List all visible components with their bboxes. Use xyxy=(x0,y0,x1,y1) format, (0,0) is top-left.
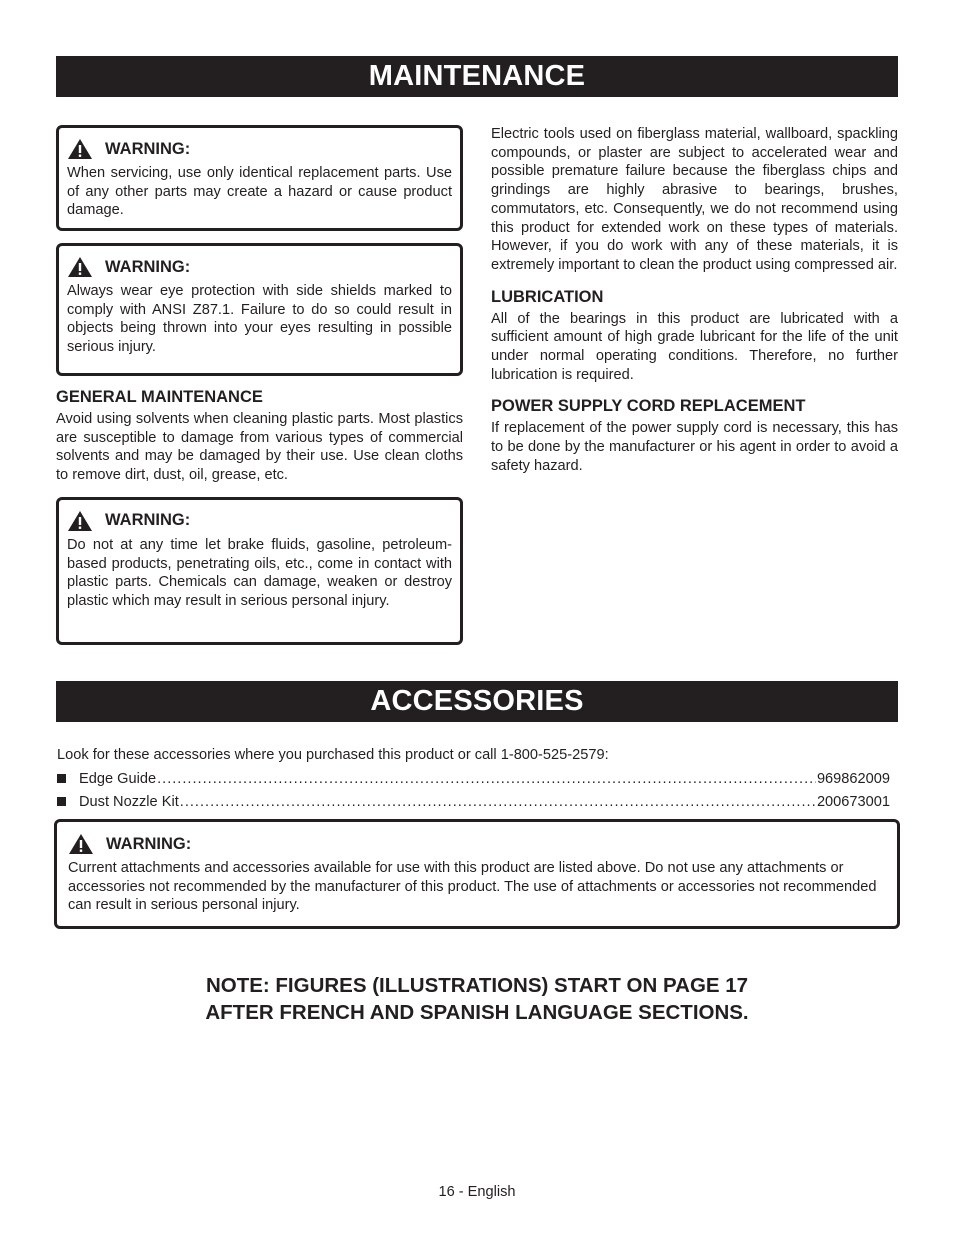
list-item xyxy=(57,771,890,794)
note-line-2: AFTER FRENCH AND SPANISH LANGUAGE SECTIONS. xyxy=(205,1001,749,1024)
lubrication-text: All of the bearings in this product are lubricated with a sufficient amount of high grade lubricant for the life of the unit under normal operating conditions. Therefore, no further lubrication is required. xyxy=(491,310,898,383)
lubrication-heading: LUBRICATION xyxy=(491,287,604,306)
general-maintenance-text: Avoid using solvents when cleaning plastic parts. Most plastics are susceptible to damage from various types of commercial solvents and may be damaged by their use. Use clean cloths to remove dirt, dust, oil, grease, etc. xyxy=(56,411,463,484)
warning-label: WARNING: xyxy=(106,834,192,853)
accessory-name: Dust Nozzle Kit xyxy=(79,794,179,810)
warning-triangle-icon xyxy=(67,256,93,278)
cord-replacement-heading: POWER SUPPLY CORD REPLACEMENT xyxy=(491,397,806,416)
left-column xyxy=(56,125,463,657)
accessories-title: ACCESSORIES xyxy=(56,681,898,722)
figures-note xyxy=(0,972,954,1026)
page-number: 16 - English xyxy=(438,1184,516,1200)
leader-dots xyxy=(180,794,816,810)
warning-label: WARNING: xyxy=(105,257,191,276)
accessory-part-number: 200673001 xyxy=(816,794,890,810)
bullet-square-icon xyxy=(57,774,66,783)
list-item xyxy=(57,794,890,817)
bullet-square-icon xyxy=(57,797,66,806)
note-line-1: NOTE: FIGURES (ILLUSTRATIONS) START ON PAGE 17 xyxy=(205,974,749,997)
leader-dots xyxy=(157,771,816,787)
warning-box-chemicals xyxy=(56,497,463,645)
electric-tools-text: Electric tools used on fiberglass material, wallboard, spackling compounds, or plaster are subject to accelerated wear and possible premature failure because the fiberglass chips and grindings are highly abrasive to bearings, brushes, commutators, etc. Consequently, we do not recommend using this product for extended work on these types of materials. However, if you do work with any of these materials, it is extremely important to clean the product using compressed air. xyxy=(491,126,898,273)
warning-box-eye-protection xyxy=(56,243,463,376)
right-column xyxy=(491,125,898,488)
warning-text: When servicing, use only identical replacement parts. Use of any other parts may create a hazard or cause product damage. xyxy=(67,165,452,219)
warning-box-accessories xyxy=(54,819,900,929)
accessory-name: Edge Guide xyxy=(79,771,157,787)
warning-label: WARNING: xyxy=(105,511,191,530)
warning-text: Do not at any time let brake fluids, gasoline, petroleum-based products, penetrating oils, etc., come in contact with plastic parts. Chemicals can damage, weaken or destroy plastic which may result in serious personal injury. xyxy=(67,536,452,609)
cord-replacement-text: If replacement of the power supply cord is necessary, this has to be done by the manufacturer or his agent in order to avoid a safety hazard. xyxy=(491,420,898,474)
maintenance-title: MAINTENANCE xyxy=(56,56,898,97)
warning-triangle-icon xyxy=(67,138,93,160)
warning-triangle-icon xyxy=(68,833,94,855)
accessories-intro: Look for these accessories where you purchased this product or call 1-800-525-2579: xyxy=(57,747,609,763)
warning-text: Current attachments and accessories available for use with this product are listed above. Do not use any attachments or accessories not recommended by the manufacturer of this product. The use of attachments or accessories not recommended can result in serious personal injury. xyxy=(68,860,877,914)
accessory-part-number: 969862009 xyxy=(816,771,890,787)
warning-triangle-icon xyxy=(67,510,93,532)
warning-box-replacement-parts xyxy=(56,125,463,231)
accessories-list xyxy=(57,771,890,817)
warning-text: Always wear eye protection with side shields marked to comply with ANSI Z87.1. Failure to do so could result in objects being thrown into your eyes resulting in possible serious injury. xyxy=(67,283,452,356)
general-maintenance-heading: GENERAL MAINTENANCE xyxy=(56,388,263,406)
warning-label: WARNING: xyxy=(105,139,191,158)
